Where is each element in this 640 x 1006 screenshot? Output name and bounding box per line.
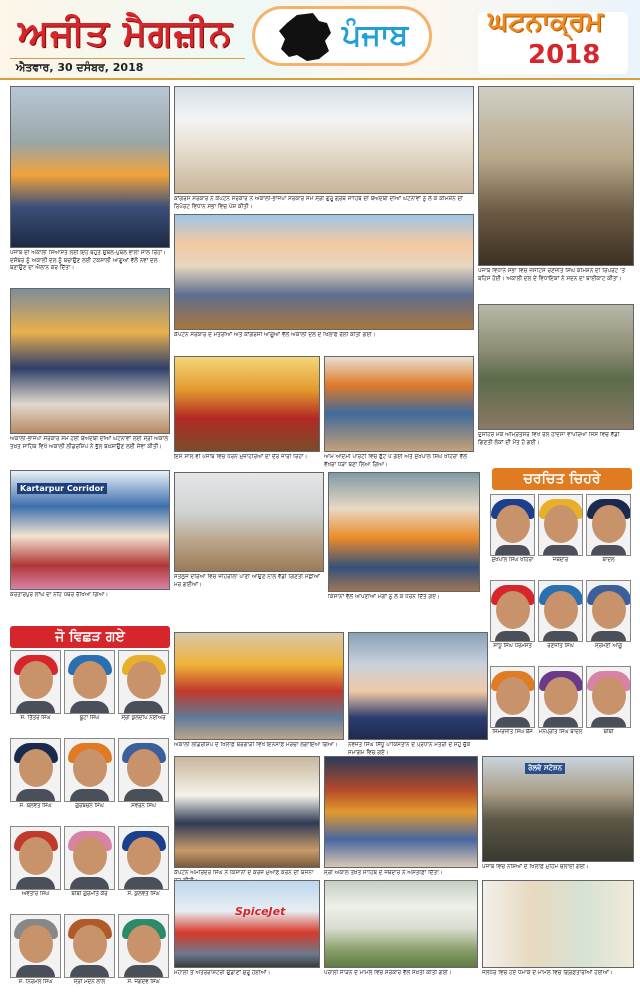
portrait-caption: ਬੀਬੀ ਗੁਰਮੀਤ ਕੌਰ [71,891,108,897]
photo-loan-waiver [174,756,320,868]
photo-aap-rally [324,356,474,452]
title-divider [10,58,245,59]
photo-kartarpur-ceremony [10,470,170,590]
portrait [10,914,61,978]
portrait [490,580,535,642]
caption-14: ਕੈਪਟਨ ਅਮਰਿੰਦਰ ਸਿੰਘ ਨੇ ਕਿਸਾਨਾਂ ਦੇ ਕਰਜ਼ੇ ਮੁਆਫ਼ ਕਰਨ ਦੀ ਯੋਜਨਾ [174,870,314,876]
portrait-caption: ਸਾਧੂ ਸਿੰਘ ਧਰਮਸੋਤ [493,643,532,649]
spicejet-logo: SpiceJet [235,905,286,918]
portrait [64,650,115,714]
face-shape [496,591,530,629]
caption-5: ਅਕਾਲੀ-ਭਾਜਪਾ ਸਰਕਾਰ ਸਮੇਂ ਹੋਈ ਬੇਅਦਬੀ ਦੀਆਂ ਘਟਨਾਵਾਂ ਲਈ ਸ੍ਰੀ ਅਕਾਲ ਤਖ਼ਤ ਸਾਹਿਬ ਵਿਖੇ ਅਕਾਲੀ ਲੀਡਰਸ਼ਿਪ ਨੇ ਭੁੱਲ ਬਖ਼ਸ਼ਾਉਣ ਲਈ ਸੇਵਾ ਕੀਤੀ। [10,436,169,450]
portrait-caption: ਬੂਟਾ ਸਿੰਘ [79,715,100,721]
portrait [586,580,631,642]
caption-8: ਦੁਸਹਿਰੇ ਮੌਕੇ ਅੰਮ੍ਰਿਤਸਰ ਵਿਖੇ ਰੇਲ ਹਾਦਸਾ ਵਾਪਰਿਆ ਜਿਸ ਵਿਚ ਵੱਡੀ ਗਿਣਤੀ ਲੋਕਾਂ ਦੀ ਮੌਤ ਹੋ ਗਈ। [478,432,620,446]
clothing-shape [16,789,55,801]
portrait [490,494,535,556]
clothing-shape [124,701,163,713]
caption-4: ਕੈਪਟਨ ਸਰਕਾਰ ਦੇ ਮੰਤਰੀਆਂ ਅਤੇ ਕਾਂਗਰਸੀ ਆਗੂਆਂ ਵੱਲੋਂ ਅਕਾਲੀ ਦਲ ਦੇ ਖਿਲਾਫ ਰੈਲੀ ਕੀਤੀ ਗਈ। [174,332,376,338]
portrait-caption: ਸ. ਜਗਦੇਵ ਸਿੰਘ [127,979,160,985]
photo-akali-leaders [10,86,170,248]
magazine-title: ਅਜੀਤ ਮੈਗਜ਼ੀਨ [18,12,233,54]
portrait-caption: ਸਵਰਨ ਸਿੰਘ [131,803,156,809]
caption-3: ਪੰਜਾਬ ਵਿਧਾਨ ਸਭਾ ਵਿਚ ਜਸਟਿਸ ਰਣਜੀਤ ਸਿੰਘ ਕਮਿਸ਼ਨ ਦੀ ਰਿਪੋਰਟ 'ਤੇ ਬਹਿਸ ਹੋਈ। ਅਕਾਲੀ ਦਲ ਦੇ ਵਿਧਾਇਕਾਂ ਨੇ ਸਦਨ ਦਾ ਬਾਈਕਾਟ ਕੀਤਾ। [478,268,626,282]
caption-7: ਆਮ ਆਦਮੀ ਪਾਰਟੀ ਵਿਚ ਫੁੱਟ ਪੈ ਗਈ ਅਤੇ ਸੁਖਪਾਲ ਸਿੰਘ ਖਹਿਰਾ ਵੱਲੋਂ ਵੱਖਰਾ ਧੜਾ ਬਣਾ ਲਿਆ ਗਿਆ। [324,454,467,468]
face-shape [592,677,626,715]
clothing-shape [70,701,109,713]
photo-akal-takht-seva [10,288,170,434]
face-shape [544,677,578,715]
portrait [118,826,169,890]
caption-9: ਕਰਤਾਰਪੁਰ ਲਾਂਘੇ ਦਾ ਨੀਂਹ ਪੱਥਰ ਰੱਖਿਆ ਗਿਆ। [10,592,109,598]
portrait [64,826,115,890]
portrait [10,650,61,714]
portrait [586,494,631,556]
vichhad-heading: ਜੋ ਵਿਛੜ ਗਏ [10,626,170,648]
portrait-caption: ਸ੍ਰੋਮਣੀ ਆਗੂ [595,643,622,649]
kartarpur-sign: Kartarpur Corridor [17,483,107,494]
clothing-shape [591,717,625,727]
face-shape [19,749,53,787]
portrait-caption: ਸ੍ਰੀ ਕੁਲਦੀਪ ਨਈਅਰ [121,715,166,721]
clothing-shape [16,877,55,889]
portrait [538,494,583,556]
photo-river-fish [174,472,324,572]
face-shape [73,661,107,699]
portrait-caption: ਬੀਬੀ [603,729,614,735]
clothing-shape [124,789,163,801]
face-shape [496,505,530,543]
clothing-shape [543,631,577,641]
portrait [10,826,61,890]
photo-assembly-leaders [174,86,474,194]
face-shape [592,505,626,543]
caption-19: ਜਲੰਧਰ ਵਿਚ ਹੋਏ ਧਮਾਕੇ ਦੇ ਮਾਮਲੇ ਵਿਚ ਗ੍ਰਿਫ਼ਤਾਰੀਆਂ ਹੋਈਆਂ। [482,970,613,976]
portrait-caption: ਸਿਮਰਜੀਤ ਸਿੰਘ ਬੈਂਸ [492,729,533,735]
portrait-caption: ਰਣਜੀਤ ਸਿੰਘ [547,643,574,649]
face-shape [127,837,161,875]
face-shape [496,677,530,715]
photo-building [324,880,478,968]
portrait-caption: ਗੁਰਬਚਨ ਸਿੰਘ [75,803,104,809]
station-sign: ਰੇਲਵੇ ਸਟੇਸ਼ਨ [525,763,565,774]
face-shape [592,591,626,629]
charchit-heading: ਚਰਚਿਤ ਚਿਹਰੇ [492,468,632,490]
clothing-shape [124,877,163,889]
portrait [118,650,169,714]
face-shape [19,925,53,963]
issue-date: ਐਤਵਾਰ, 30 ਦਸੰਬਰ, 2018 [16,61,144,74]
portrait-caption: ਸ੍ਰੀ ਮਦਨ ਲਾਲ [73,979,106,985]
clothing-shape [16,965,55,977]
caption-1: ਪੰਜਾਬ ਦੀ ਅਕਾਲੀ ਸਿਆਸਤ ਲਈ ਇਹ ਬਹੁਤ ਉਥਲ-ਪੁਥਲ ਵਾਲਾ ਸਾਲ ਰਿਹਾ। ਦਸੰਬਰ ਨੂੰ ਅਕਾਲੀ ਦਲ ਨੂੰ ਬਚਾਉਣ ਲਈ ਟਕਸਾਲੀ ਆਗੂਆਂ ਵੱਲੋਂ ਨਵਾਂ ਦਲ ਬਣਾਉਣ ਦਾ ਐਲਾਨ ਕਰ ਦਿੱਤਾ। [10,250,166,271]
photo-farmers-dharna [328,472,480,592]
caption-11: ਕਿਸਾਨਾਂ ਵੱਲੋਂ ਆਪਣੀਆਂ ਮੰਗਾਂ ਨੂੰ ਲੈ ਕੇ ਧਰਨੇ ਦਿੱਤੇ ਗਏ। [328,594,440,600]
clothing-shape [124,965,163,977]
photo-jathedar [324,756,478,868]
face-shape [127,925,161,963]
caption-15: ਸ੍ਰੀ ਅਕਾਲ ਤਖ਼ਤ ਸਾਹਿਬ ਦੇ ਜਥੇਦਾਰ ਨੇ ਅਸਤੀਫ਼ਾ ਦਿੱਤਾ। [324,870,443,876]
clothing-shape [495,545,529,555]
clothing-shape [70,877,109,889]
face-shape [73,925,107,963]
caption-6: ਇਸ ਸਾਲ ਵੀ ਪੰਜਾਬ ਵਿਚ ਧਰਨੇ ਮੁਜ਼ਾਹਰਿਆਂ ਦਾ ਦੌਰ ਜਾਰੀ ਰਿਹਾ। [174,454,308,460]
face-shape [73,749,107,787]
portrait-caption: ਸ. ਤਿੱਤਰ ਸਿੰਘ [20,715,51,721]
face-shape [19,837,53,875]
photo-spicejet [174,880,320,968]
state-title: ਪੰਜਾਬ [342,18,409,53]
photo-drug-campaign [482,756,634,862]
portrait [10,738,61,802]
photo-bargari-morcha [174,632,344,740]
clothing-shape [591,545,625,555]
face-shape [127,661,161,699]
caption-16: ਪੰਜਾਬ ਵਿਚ ਨਸ਼ਿਆਂ ਦੇ ਖਿਲਾਫ਼ ਮੁਹਿੰਮ ਚਲਾਈ ਗਈ। [482,864,589,870]
face-shape [73,837,107,875]
clothing-shape [70,965,109,977]
photo-vidhan-sabha [478,86,634,266]
portrait-caption: ਸ. ਨਿਰਮਲ ਸਿੰਘ [18,979,53,985]
photo-navjot-sidhu [348,632,488,740]
year: 2018 [528,40,601,70]
photo-rally-stage [174,214,474,330]
portrait-caption: ਅਵਤਾਰ ਸਿੰਘ [21,891,50,897]
photo-train-accident [478,304,634,430]
photo-arrested-youths [482,880,634,968]
face-shape [127,749,161,787]
portrait [490,666,535,728]
clothing-shape [16,701,55,713]
face-shape [544,591,578,629]
portrait-caption: ਜਥੇਦਾਰ [552,557,569,563]
caption-12: ਅਕਾਲੀ ਲੀਡਰਸ਼ਿਪ ਦੇ ਖਿਲਾਫ਼ ਬਰਗਾੜੀ ਵਿਖੇ ਇਨਸਾਫ਼ ਮੋਰਚਾ ਲਗਾਇਆ ਗਿਆ। [174,742,338,748]
clothing-shape [543,717,577,727]
portrait-caption: ਸ. ਬਲਵੰਤ ਸਿੰਘ [19,803,52,809]
clothing-shape [495,717,529,727]
portrait-caption: ਬਾਦਲ [602,557,615,563]
section-title: ਘਟਨਾਕ੍ਰਮ [488,6,603,37]
caption-13: ਨਵਜੋਤ ਸਿੰਘ ਸਿੱਧੂ ਪਾਕਿਸਤਾਨ ਦੇ ਪ੍ਰਧਾਨ ਮੰਤਰੀ ਦੇ ਸਹੁੰ ਚੁੱਕ ਸਮਾਗਮ ਵਿਚ ਗਏ। [348,742,471,756]
caption-10: ਸਤਲੁਜ ਦਰਿਆ ਵਿਚ ਜ਼ਹਿਰੀਲਾ ਪਾਣੀ ਆਉਣ ਨਾਲ ਵੱਡੀ ਗਿਣਤੀ ਮੱਛੀਆਂ ਮਰ ਗਈਆਂ। [174,574,321,588]
caption-17: ਮੋਹਾਲੀ ਤੋਂ ਅੰਤਰਰਾਸ਼ਟਰੀ ਉਡਾਣਾਂ ਸ਼ੁਰੂ ਹੋਈਆਂ। [174,970,271,976]
portrait [538,580,583,642]
caption-18: ਪਰਾਲੀ ਸਾੜਨ ਦੇ ਮਾਮਲੇ ਵਿਚ ਸਰਕਾਰ ਵੱਲੋਂ ਸਖ਼ਤੀ ਕੀਤੀ ਗਈ। [324,970,452,976]
caption-2: ਕਾਂਗਰਸ ਸਰਕਾਰ ਨੇ ਕੈਪਟਨ ਸਰਕਾਰ ਨੇ ਅਕਾਲੀ-ਭਾਜਪਾ ਸਰਕਾਰ ਸਮੇਂ ਸ੍ਰੀ ਗੁਰੂ ਗ੍ਰੰਥ ਸਾਹਿਬ ਦੀ ਬੇਅਦਬੀ ਦੀਆਂ ਘਟਨਾਵਾਂ ਨੂੰ ਲੈ ਕੇ ਕਮਿਸ਼ਨ ਦੀ ਰਿਪੋਰਟ ਵਿਧਾਨ ਸਭਾ ਵਿਚ ਪੇਸ਼ ਕੀਤੀ। [174,196,463,210]
portrait [118,738,169,802]
clothing-shape [495,631,529,641]
clothing-shape [591,631,625,641]
clothing-shape [70,789,109,801]
portrait [64,738,115,802]
portrait [118,914,169,978]
punjab-map-icon [267,11,347,65]
face-shape [544,505,578,543]
photo-protest [174,356,320,452]
portrait-caption: ਸ. ਕੁਲਵੰਤ ਸਿੰਘ [127,891,160,897]
portrait [64,914,115,978]
clothing-shape [543,545,577,555]
portrait [586,666,631,728]
portrait-caption: ਮਨਪ੍ਰੀਤ ਸਿੰਘ ਬਾਦਲ [538,729,583,735]
portrait [538,666,583,728]
portrait-caption: ਸੁਖਪਾਲ ਸਿੰਘ ਖਹਿਰਾ [491,557,534,563]
face-shape [19,661,53,699]
